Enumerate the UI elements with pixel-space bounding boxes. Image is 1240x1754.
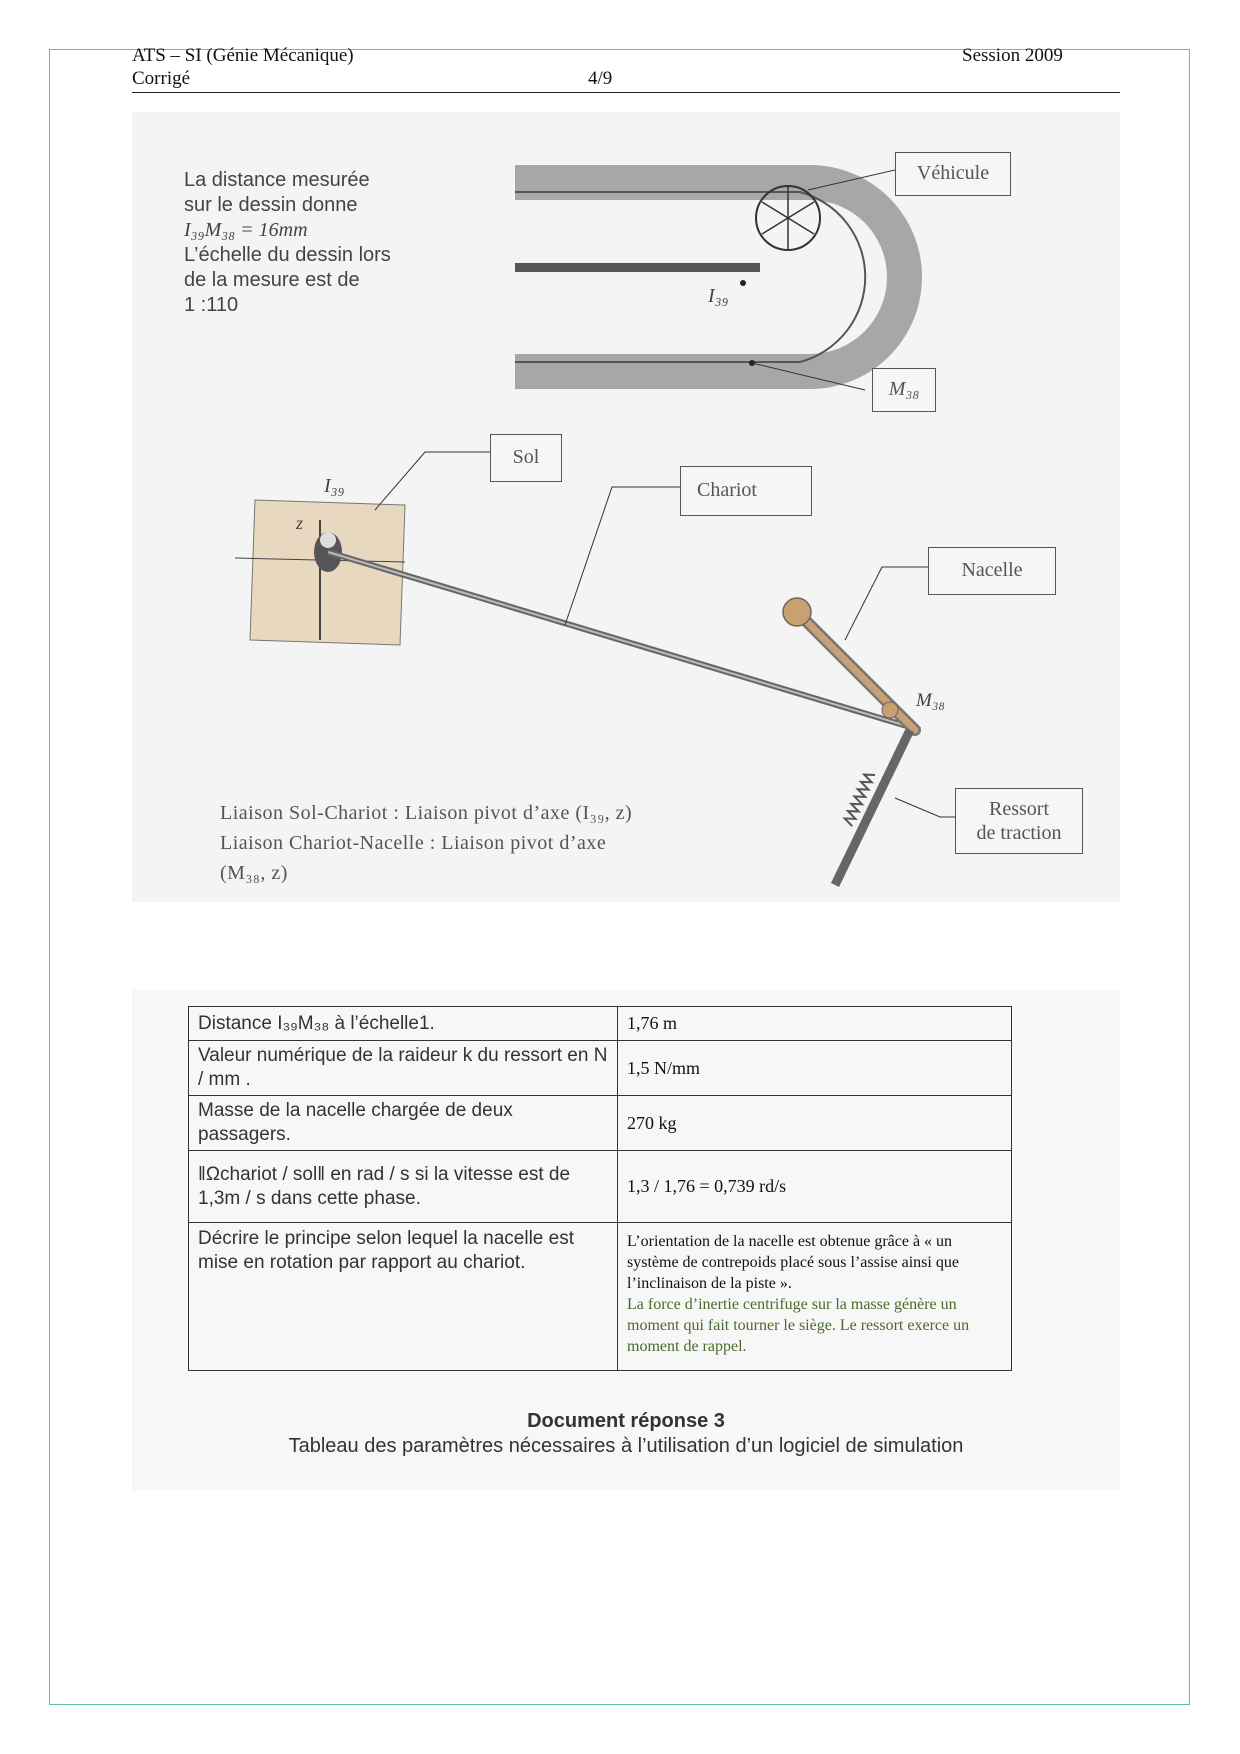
header-corrige: Corrigé: [132, 68, 191, 89]
question-cell: ‖Ωchariot / sol‖ en rad / s si la vitesse est de 1,3m / s dans cette phase.: [189, 1151, 618, 1223]
label-sol: Sol: [490, 434, 562, 482]
liaisons-text: Liaison Sol-Chariot : Liaison pivot d’axe (I₃₉, z) Liaison Chariot-Nacelle : Liaison pivot d’axe (M₃₈, z): [220, 802, 633, 884]
question-cell: Masse de la nacelle chargée de deux passagers.: [189, 1096, 618, 1151]
answer-cell: 270 kg: [618, 1096, 1012, 1151]
label-m38: M₃₈: [916, 690, 946, 711]
question-cell: Décrire le principe selon lequel la nacelle est mise en rotation par rapport au chariot.: [189, 1223, 618, 1371]
label-i39: I₃₉: [324, 475, 345, 497]
document-reference: [132, 1410, 1120, 1458]
response-table: [188, 1006, 1012, 1371]
label-ressort: Ressort de traction: [955, 788, 1083, 854]
answer-cell: 1,5 N/mm: [618, 1041, 1012, 1096]
label-chariot: Chariot: [680, 466, 812, 516]
label-vehicule: Véhicule: [895, 152, 1011, 196]
table-row: [189, 1151, 1012, 1223]
label-nacelle: Nacelle: [928, 547, 1056, 595]
answer-cell: 1,3 / 1,76 = 0,739 rd/s: [618, 1151, 1012, 1223]
table-row: [189, 1007, 1012, 1041]
answer-cell: 1,76 m: [618, 1007, 1012, 1041]
measurement-note: La distance mesurée sur le dessin donne I₃₉M₃₈ = 16mm L’échelle du dessin lors de la mesure est de 1 :110: [184, 169, 391, 316]
doc-ref-title: Document réponse 3: [527, 1410, 725, 1432]
answer-cell: [618, 1223, 1012, 1371]
answer-text: L’orientation de la nacelle est obtenue grâce à « un système de contrepoids placé sous l’assise ainsi que l’inclinaison de la piste ».: [627, 1233, 959, 1292]
label-m38-top: M₃₈: [872, 368, 936, 412]
question-cell: Valeur numérique de la raideur k du ressort en N / mm .: [189, 1041, 618, 1096]
label-i39-top: I₃₉: [708, 285, 729, 307]
table-row: [189, 1096, 1012, 1151]
header-course: ATS – SI (Génie Mécanique): [132, 45, 354, 66]
answer-correction-text: La force d’inertie centrifuge sur la masse génère un moment qui fait tourner le siège. Le ressort exerce un moment de rappel.: [627, 1296, 970, 1355]
header-page-number: 4/9: [588, 68, 613, 89]
label-z-axis: z: [296, 513, 304, 533]
doc-ref-subtitle: Tableau des paramètres nécessaires à l’utilisation d’un logiciel de simulation: [288, 1435, 964, 1457]
table-row: [189, 1223, 1012, 1371]
header-session: Session 2009: [962, 45, 1063, 66]
table-row: [189, 1041, 1012, 1096]
question-cell: Distance I₃₉M₃₈ à l’échelle1.: [189, 1007, 618, 1041]
